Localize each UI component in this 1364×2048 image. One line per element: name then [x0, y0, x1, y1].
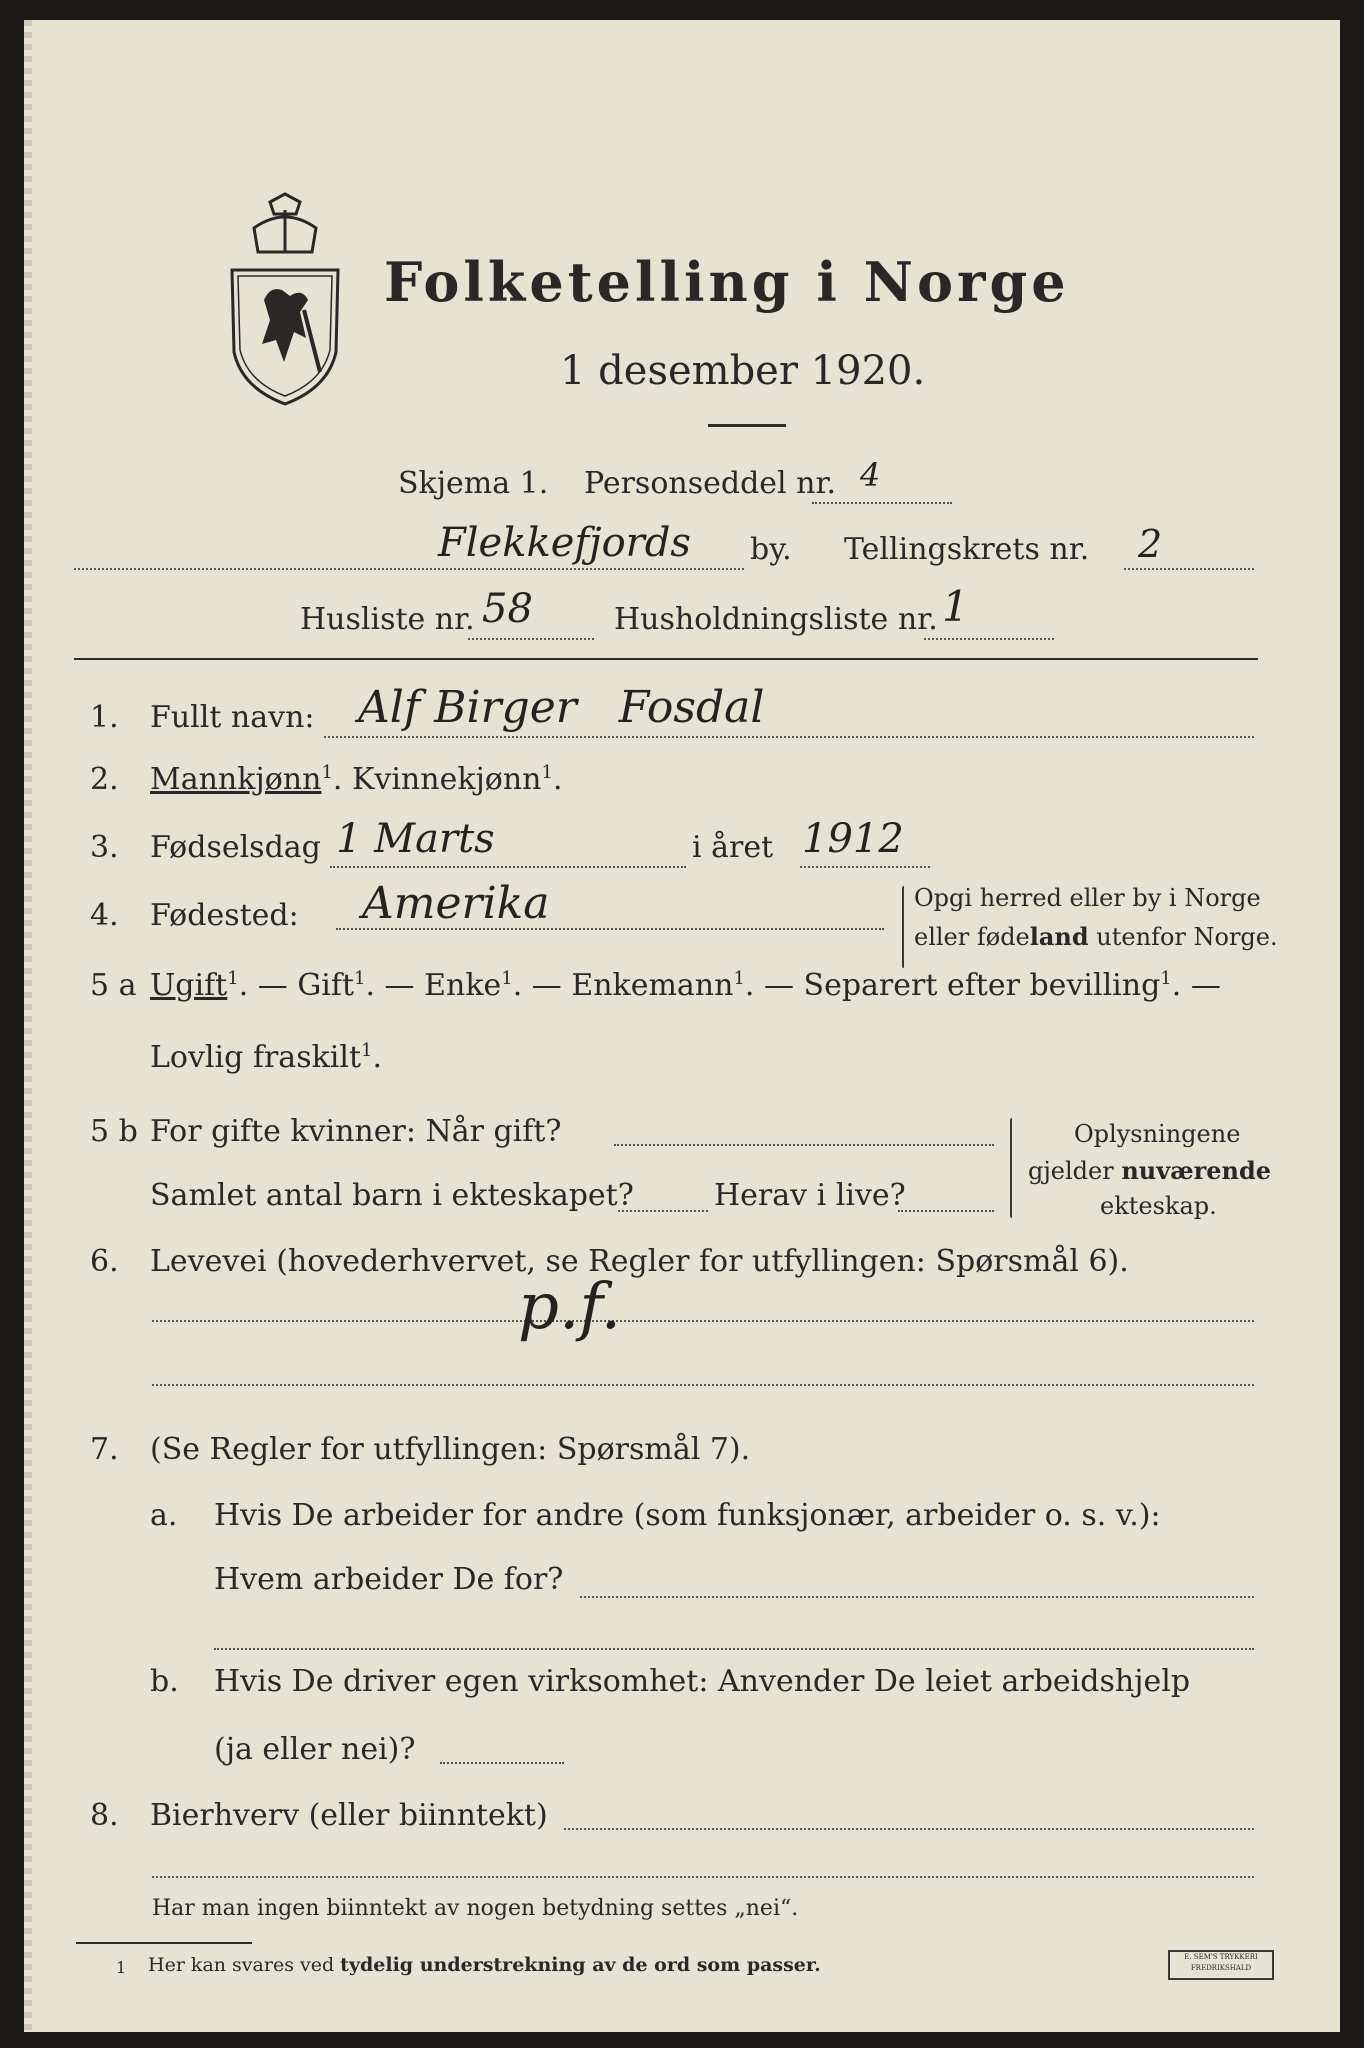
q8-label: Bierhverv (eller biinntekt): [150, 1798, 548, 1833]
q3-day-line: [330, 866, 686, 868]
husholdningsliste-value: 1: [942, 582, 969, 631]
printer-stamp: E. SEM'S TRYKKERI FREDRIKSHALD: [1168, 1950, 1274, 1980]
census-form: [24, 20, 1340, 2032]
tellingskrets-line: [1124, 568, 1254, 570]
title-divider: [708, 424, 786, 427]
q7-number: 7.: [90, 1432, 119, 1467]
q4-birthplace-value: Amerika: [362, 878, 550, 929]
q1-line: [324, 736, 1254, 738]
personseddel-value: 4: [860, 456, 881, 494]
tellingskrets-label: Tellingskrets nr.: [844, 532, 1090, 567]
q5a-separert: Separert efter bevilling: [803, 968, 1161, 1003]
husliste-label: Husliste nr.: [300, 602, 475, 637]
q5b-note-line2: gjelder nuværende: [1028, 1156, 1272, 1185]
husliste-value: 58: [482, 586, 533, 632]
q6-line1: [152, 1320, 1254, 1322]
q1-number: 1.: [90, 700, 119, 735]
q2-kvinnekjonn: Kvinnekjønn: [351, 762, 542, 797]
q4-note-line1: Opgi herred eller by i Norge: [914, 884, 1261, 912]
q4-note-line2: eller fødeland utenfor Norge.: [914, 922, 1278, 951]
personseddel-line: [812, 502, 952, 504]
q4-brace: [902, 886, 904, 968]
q5b-barn-line: [618, 1210, 708, 1212]
tellingskrets-value: 2: [1138, 522, 1163, 566]
biinntekt-note: Har man ingen biinntekt av nogen betydning settes „nei“.: [152, 1896, 799, 1921]
q5b-live-label: Herav i live?: [714, 1178, 906, 1213]
q7b-line2: (ja eller nei)?: [214, 1732, 416, 1767]
q2-mannkjonn: Mannkjønn: [150, 762, 322, 797]
q5b-number: 5 b: [90, 1114, 138, 1149]
q2-options: Mannkjønn$^1$. Kvinnekjønn$^1$.: [150, 762, 563, 797]
q5a-gift: Gift: [297, 968, 355, 1003]
q8-line2: [152, 1876, 1254, 1878]
q6-number: 6.: [90, 1244, 119, 1279]
husliste-line: [468, 638, 594, 640]
paper-edge: [24, 20, 32, 2032]
skjema-label: Skjema 1.: [398, 466, 549, 501]
q8-number: 8.: [90, 1798, 119, 1833]
q7a-number: a.: [150, 1498, 178, 1533]
by-label: by.: [750, 532, 792, 567]
q1-label: Fullt navn:: [150, 700, 315, 735]
footnote-divider: [76, 1942, 252, 1944]
q7-label: (Se Regler for utfyllingen: Spørsmål 7).: [150, 1432, 751, 1467]
q5a-options: Ugift$^1$. — Gift$^1$. — Enke$^1$. — Enkemann$^1$. — Separert efter bevilling$^1$. —: [150, 968, 1221, 1003]
q5a-number: 5 a: [90, 968, 137, 1003]
husholdningsliste-label: Husholdningsliste nr.: [614, 602, 938, 637]
q5b-note-line3: ekteskap.: [1100, 1192, 1217, 1220]
footnote-text: Her kan svares ved tydelig understrekning av de ord som passer.: [148, 1954, 821, 1976]
q5a-enkemann: Enkemann: [571, 968, 734, 1003]
q5a-fraskilt: Lovlig fraskilt$^1$.: [150, 1040, 383, 1075]
town-value: Flekkefjords: [438, 520, 691, 566]
q6-occupation-value: p.f.: [518, 1270, 622, 1344]
q8-line1: [564, 1828, 1254, 1830]
coat-of-arms-icon: [224, 192, 346, 412]
q4-label: Fødested:: [150, 898, 299, 933]
q5b-brace: [1010, 1118, 1012, 1218]
town-line: [74, 568, 744, 570]
personseddel-label: Personseddel nr.: [584, 466, 837, 501]
q5b-gift-line: [614, 1144, 994, 1146]
q5b-note-line1: Oplysningene: [1074, 1120, 1241, 1148]
q7a-extra-line: [214, 1648, 1254, 1650]
q6-label: Levevei (hovederhvervet, se Regler for utfyllingen: Spørsmål 6).: [150, 1244, 1129, 1279]
q3-year-line: [800, 866, 930, 868]
q7a-line1: Hvis De arbeider for andre (som funksjonær, arbeider o. s. v.):: [214, 1498, 1161, 1533]
q5b-barn-label: Samlet antal barn i ekteskapet?: [150, 1178, 634, 1213]
q4-number: 4.: [90, 898, 119, 933]
husholdningsliste-line: [924, 638, 1054, 640]
q7b-line1: Hvis De driver egen virksomhet: Anvender De leiet arbeidshjelp: [214, 1664, 1191, 1699]
q3-year-label: i året: [692, 830, 774, 865]
q3-year-value: 1912: [802, 816, 904, 862]
q7a-line: [580, 1596, 1254, 1598]
q6-line2: [152, 1384, 1254, 1386]
q2-number: 2.: [90, 762, 119, 797]
q7b-number: b.: [150, 1664, 179, 1699]
census-date: 1 desember 1920.: [560, 348, 926, 394]
q3-number: 3.: [90, 830, 119, 865]
q7a-line2: Hvem arbeider De for?: [214, 1562, 564, 1597]
q3-label: Fødselsdag: [150, 830, 321, 865]
q7b-line: [440, 1762, 564, 1764]
q5a-ugift: Ugift: [150, 968, 228, 1003]
header-divider: [74, 658, 1258, 660]
q1-full-name: Alf Birger Fosdal: [358, 682, 765, 733]
q5a-enke: Enke: [424, 968, 502, 1003]
q3-birthday-value: 1 Marts: [336, 816, 495, 862]
footnote-mark: 1: [116, 1958, 127, 1977]
q5b-live-line: [898, 1210, 994, 1212]
form-title: Folketelling i Norge: [384, 250, 1070, 314]
q5b-line1: For gifte kvinner: Når gift?: [150, 1114, 562, 1149]
